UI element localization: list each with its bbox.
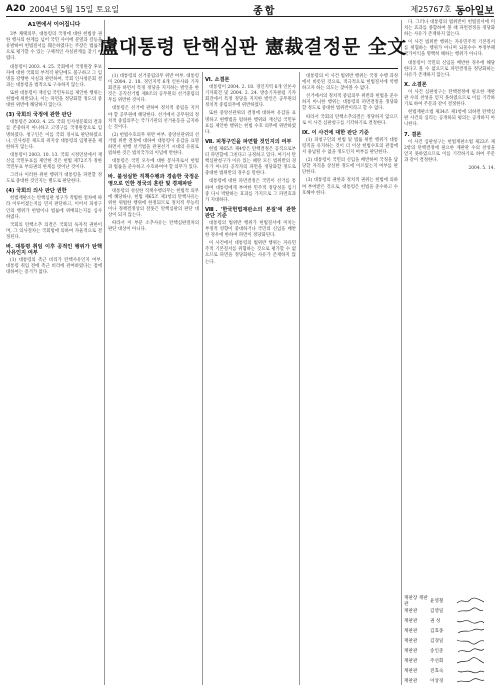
page-header: [6, 2, 494, 17]
paragraph: 그러나 이러한 위헌 행위가 대통령을 파면할 정도로 중대한 것인지는 별도로 판단한다.: [6, 173, 102, 185]
section-label: 종합: [253, 5, 277, 17]
paragraph: 헌법재판소법 제34조 제1항에 의하면 탄핵심판 사건의 심리는 공개하되 평의는 공개하지 아니한다.: [404, 110, 495, 128]
paragraph: 다. 그러나 대통령의 법위반이 헌법질서에 미치는 효과를 종합하여 볼 때 파면결정을 정당화하는 사유가 존재하지 않는다.: [404, 20, 495, 38]
section-heading: Ⅶ. 피청구인을 파면할 것인지의 여부: [205, 138, 292, 145]
paragraph: 대통령의 이 사건 법위반 행위는 국정 수행 과정에서 비롯된 것으로, 적극적으로 헌법질서에 역행하고자 하는 의도는 찾아볼 수 없다.: [302, 74, 398, 92]
publication-date: 2004년 5월 15일 토요일: [29, 4, 120, 14]
judge-role: 재판장 재판관: [404, 596, 428, 607]
judge-name: 전효숙: [430, 669, 444, 674]
paragraph: 헌법재판소는 탄핵심판 청구가 적법한 절차에 따라 이루어졌는지를 먼저 판단하고, 이어서 피청구인의 행위가 헌법이나 법률에 위배되는지를 심사하였다.: [6, 196, 102, 220]
paragraph: 대통령은 국민 모두에 대한 봉사자로서 헌법과 법률을 준수하고 수호하여야 할 의무가 있다.: [108, 159, 199, 171]
paragraph: 또한 대통령이 재신임 국민투표를 제안한 행위는 헌법에 위반되나, 이는 파면을 정당화할 정도의 중대한 위반에 해당하지 않는다.: [6, 90, 102, 109]
judge-role: 재판관: [404, 679, 418, 684]
judge-row: [404, 656, 495, 666]
paragraph: (1) 피청구인의 헌법 및 법률 위반 행위가 대통령직을 유지하는 것이 더 이상 헌법수호의 관점에서 용납될 수 없을 정도인지 여부를 판단한다.: [302, 137, 398, 156]
section-heading: 바. 불성실한 직책수행과 경솔한 국정운영으로 인한 정국의 혼란 및 경제파탄: [108, 174, 199, 187]
paragraph: 이 사건 심판청구는 탄핵결정에 필요한 재판관 수의 찬성을 얻지 못하였으므로 이를 기각하기로 하여 주문과 같이 결정한다.: [404, 89, 495, 108]
section-heading: Ⅷ. '한국헌법재판소의 본질'에 관한 판단 기준: [205, 206, 296, 219]
judge-name: 김효종: [430, 629, 444, 634]
judge-role: 재판관: [404, 659, 418, 664]
section-heading: Ⅹ. 소결론: [404, 81, 427, 88]
judge-name: 김영일: [430, 609, 444, 614]
signature-mark: [456, 607, 495, 615]
section-heading: 바. 대통령 취임 이후 공적인 행위가 탄핵사유인지 여부: [6, 244, 102, 257]
paragraph: 대통령의 법위반 행위가 헌법질서에 미치는 부정적 영향이 중대하거나 국민의 신임을 배반한 경우에 한하여 파면이 정당화된다.: [205, 220, 296, 239]
judge-role: 재판관: [404, 619, 418, 624]
column-1: [6, 20, 102, 278]
decision-date: 2004. 5. 14.: [468, 165, 495, 171]
judge-row: [404, 606, 495, 616]
paragraph: (1) 대통령의 선거중립의무 위반 여부. 대통령이 2004. 2. 18. 경인지역 6개 언론사와 기자회견을 하면서 특정 정당을 지지하는 발언을 한 것은 공직선거법 제9조의 공무원의 선거중립의무를 위반한 것이다.: [108, 74, 199, 104]
column-5: [404, 20, 495, 174]
judge-name: 이상경: [430, 679, 444, 684]
page-number: A20: [6, 4, 26, 14]
signature-mark: [456, 647, 495, 655]
judge-name: 주선회: [430, 659, 444, 664]
signature-mark: [456, 597, 495, 605]
headline: 盧대통령 탄핵심판 憲裁결정문 全文: [99, 35, 407, 58]
signature-mark: [456, 617, 495, 625]
judge-row: [404, 646, 495, 656]
judge-role: 재판관: [404, 669, 418, 674]
paragraph: 대통령은 선거에 관하여 정치적 중립을 지켜야 할 공무원에 해당한다. 선거에서 공무원의 정치적 중립의무는 국가기관의 선거운동을 금지하는 것이다.: [108, 106, 199, 130]
section-heading: Ⅵ. 소결론: [205, 77, 230, 83]
paragraph: 선거에서의 정치적 중립의무 위반과 헌법을 준수하지 아니한 행위는 대통령의 파면결정을 정당화할 정도로 중대한 법위반이라고 할 수 없다.: [302, 94, 398, 112]
paragraph: 대통령이 2004. 2. 18. 경인지역 6개 언론사 기자회견 및 2004. 2. 24. 방송기자클럽 기자회견에서 특정 정당을 지지한 발언은 공무원의 정치적 중립의무에 위반하였다.: [205, 85, 296, 109]
judge-role: 재판관: [404, 649, 418, 654]
issue-number: 제25767호: [410, 4, 452, 14]
judge-row: [404, 626, 495, 636]
paragraph: (3) 대통령의 권한과 정치적 권위는 헌법에 의하여 부여받은 것으로, 대통령은 헌법을 준수하고 수호해야 한다.: [302, 178, 398, 196]
paragraph: 3부 채택의무, 대통령의 국정에 대한 헌법상 권한 행사의 한계를 넘어 국민 사이에 분열과 갈등을 유발하여 헌법질서를 훼손하였다는 주장은 법률적으로 평가할 수 있는 구체적인 사실관계를 찾기 어렵다.: [6, 32, 102, 62]
section-heading: (3) 국회의 국정에 관한 판단: [6, 112, 72, 119]
paragraph: 이 사건 심판청구는 헌법재판소법 제23조 제2항의 탄핵결정에 필요한 재판관 수의 찬성을 얻지 못하였으므로 이를 기각하기로 하여 주문과 같이 결정한다.: [404, 139, 495, 163]
paragraph: 대통령에 대한 파면결정은 국민이 선거를 통하여 대통령에게 부여한 민주적 정당성을 임기 중 다시 박탈하는 효과를 가지므로 그 파면효과가 지대하다.: [205, 179, 296, 203]
section-heading: 7. 결론: [404, 131, 422, 138]
paragraph: 대통령이 2003. 4. 25. 국회에서 국정원장 후보자에 대한 국회의 부적격 판단에도 불구하고 그 임명을 강행한 사실과 관련하여, 국회 인사청문회 결과는 대통령을 법적으로 구속하지 않는다.: [6, 64, 102, 88]
paragraph: 헌법 제65조 제4항은 탄핵결정은 공직으로부터 파면함에 그친다고 규정하고 있다. 여기서 탄핵심판청구가 이유 있는 때란 모든 법위반의 경우가 아니라 공직자의 파면을 정당화할 정도로 중대한 법위반의 경우를 말한다.: [205, 146, 296, 177]
judge-name: 김경일: [430, 639, 444, 644]
column-3: [205, 74, 296, 268]
signature-mark: [456, 637, 495, 645]
judge-role: 재판관: [404, 629, 418, 634]
paragraph: (1) 대통령의 측근 비리가 탄핵사유인지 여부. 대통령 취임 전에 측근 비리에 관여하였다는 점에 대하여는 증거가 없다.: [6, 258, 102, 276]
judge-row: [404, 636, 495, 646]
judge-role: 재판관: [404, 609, 418, 614]
paragraph: 이 사건 법위반 행위는 자유민주적 기본질서를 위협하는 행위가 아니며 뇌물수수 부정부패 국가이익을 명백히 해하는 행위가 아니다.: [404, 40, 495, 58]
judge-row: [404, 596, 495, 606]
judge-name: 윤영철: [430, 599, 444, 604]
judge-row: [404, 676, 495, 686]
paragraph: 따라서 국회의 탄핵소추의결은 정당하지 않으므로 이 사건 심판청구를 기각하기로 결정한다.: [302, 114, 398, 126]
column-2: [108, 74, 199, 235]
signature-mark: [456, 657, 495, 665]
paragraph: 국회의 탄핵소추 의결은 국회의 독자적 권한이며, 그 의사절차는 국회법에 의하여 자율적으로 결정된다.: [6, 222, 102, 240]
section-heading: Ⅸ. 이 사건에 대한 판단 기준: [302, 129, 369, 136]
section-heading: (4) 국회의 의사 판단 권한: [6, 188, 67, 195]
judge-row: [404, 616, 495, 626]
column-4: [302, 74, 398, 199]
judge-role: 재판관: [404, 639, 418, 644]
judge-row: [404, 666, 495, 676]
newspaper-name: 동아일보: [455, 5, 494, 17]
paragraph: 또한 중앙선관위의 결정에 대하여 유감을 표명하고 현행법을 폄하한 행위와 재신임 국민투표를 제안한 행위는 헌법 수호 의무에 위반하였다.: [205, 111, 296, 135]
paragraph: 이 사건에서 대통령의 법위반 행위는 자유민주적 기본질서를 위협하는 것으로 평가할 수 없으므로 파면을 정당화하는 사유가 존재하지 않는다.: [205, 241, 296, 265]
paragraph: 따라서 이 부분 소추사유는 탄핵심판절차의 판단 대상이 아니다.: [108, 221, 199, 233]
paragraph: 대통령이 2003. 10. 13. 국회 시정연설에서 재신임 국민투표를 제안한 것은 헌법 제72조가 정한 국민투표 부의권의 한계를 벗어난 것이다.: [6, 152, 102, 170]
signature-mark: [456, 627, 495, 635]
headline-block: [99, 22, 407, 69]
judge-name: 송인준: [430, 649, 444, 654]
paragraph: 대통령의 성실한 직책수행의무는 헌법적 의무에 해당하나, 헌법 제65조 제1항의 탄핵사유는 위헌 위법한 행위에 한정되므로 정치적 무능력이나 정책결정상의 잘못은 탄핵심판의 판단 대상이 되지 않는다.: [108, 188, 199, 218]
continuation-note: A1면에서 이어집니다: [27, 22, 81, 28]
paragraph: (2) 대통령이 국민의 신임을 배반하여 국정을 담당할 자격을 상실한 정도에 이르렀는지 여부를 판단한다.: [302, 158, 398, 176]
judge-name: 권 성: [430, 619, 441, 624]
paragraph: 대통령이 국민의 신임을 배반한 경우에 해당한다고 볼 수 없으므로 파면결정을 정당화하는 사유가 존재하지 않는다.: [404, 60, 495, 78]
paragraph: 대통령은 2003. 4. 25. 국회 인사청문회의 결과를 존중하지 아니하고 고영구를 국정원장으로 임명하였다. 청구인은 이를 국회 경시로 판단하였으나, 인사청문 제도의 취지상 대통령의 임명권을 제한하지 않는다.: [6, 120, 102, 150]
paragraph: (2) 헌법수호의무 위반 여부. 중앙선관위의 선거법 위반 결정에 대하여 대통령이 유감을 표명하면서 현행 선거법을 관권선거 시대의 유물로 폄하한 것은 법치국가의 이념에 반한다.: [108, 132, 199, 157]
judges-signature-block: [404, 596, 495, 686]
signature-mark: [456, 677, 495, 685]
signature-mark: [456, 667, 495, 675]
